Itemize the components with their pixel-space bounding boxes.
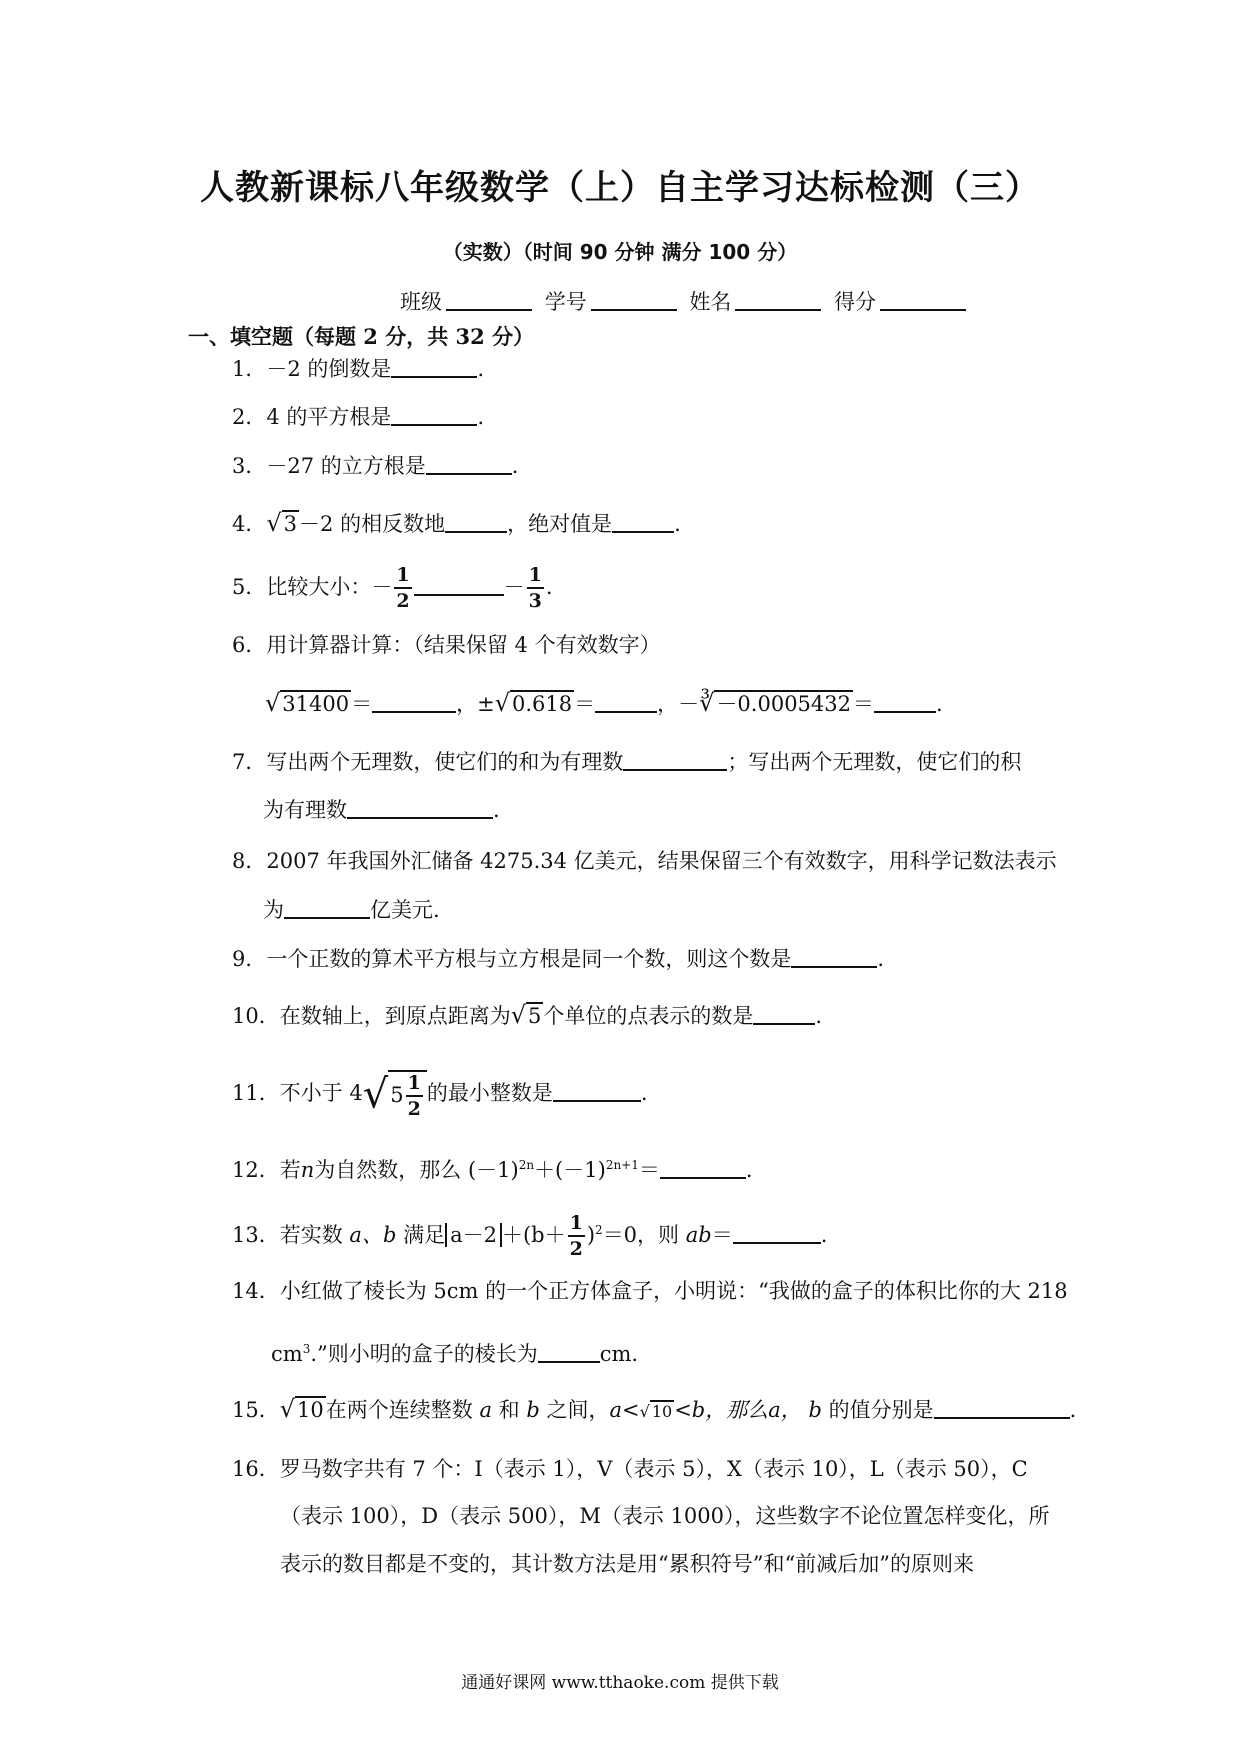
question-6: 6．用计算器计算：（结果保留 4 个有效数字） — [232, 633, 661, 657]
question-6-expressions: √31400＝ ，±√0.618＝ ，－∛－0.0005432＝ . — [265, 689, 943, 717]
class-label: 班级 — [400, 290, 442, 314]
answer-blank-7a[interactable] — [623, 751, 727, 771]
answer-blank-13[interactable] — [733, 1224, 821, 1244]
number-blank[interactable] — [591, 291, 677, 311]
score-blank[interactable] — [880, 291, 966, 311]
answer-blank-8[interactable] — [284, 899, 370, 919]
question-4: 4．√3－2 的相反数地 ，绝对值是 . — [232, 509, 681, 537]
sqrt-sign: √ — [362, 1071, 389, 1118]
page-footer: 通通好课网 www.tthaoke.com 提供下载 — [461, 1673, 779, 1693]
number-label: 学号 — [544, 290, 587, 314]
class-blank[interactable] — [446, 291, 532, 311]
sqrt-sign: √ — [279, 1395, 296, 1423]
question-7-cont: 为有理数 . — [263, 798, 500, 822]
answer-blank-11[interactable] — [553, 1082, 641, 1102]
answer-blank-4b[interactable] — [612, 513, 674, 533]
question-14-cont: $cm^3$.”则小明的盒子的棱长为 cm. — [271, 1342, 639, 1366]
answer-blank-6b[interactable] — [595, 693, 657, 713]
question-10: 10．在数轴上，到原点距离为√5个单位的点表示的数是 . — [232, 1001, 823, 1029]
section-heading: 一、填空题（每题 2 分，共 32 分） — [188, 324, 535, 349]
student-info-row — [400, 286, 972, 316]
cube-root-sign: ∛ — [699, 689, 715, 717]
answer-blank-7b[interactable] — [347, 799, 493, 819]
question-8: 8．2007 年我国外汇储备 4275.34 亿美元，结果保留三个有效数字，用科学记数法表示 — [232, 849, 1057, 873]
answer-blank-15[interactable] — [934, 1399, 1070, 1419]
question-11: 11．不小于 4√5 $\frac{1}{2}$ 的最小整数是 . — [232, 1071, 648, 1120]
question-7: 7．写出两个无理数，使它们的和为有理数 ；写出两个无理数，使它们的积 — [232, 750, 1022, 774]
question-15: 15．√10在两个连续整数 a 和 b 之间，a<√ 10<b，那么a， b 的值分别是 . — [232, 1395, 1077, 1423]
question-13: 13．若实数 a、b 满足 a－2 ＋(b＋ $\frac{1}{2}$ )$^2$＝0，则 ab＝ . — [232, 1212, 828, 1260]
question-1: 1．－2 的倒数是 . — [232, 357, 485, 381]
answer-blank-3[interactable] — [426, 455, 512, 475]
question-5: 5．比较大小：－ $\frac{1}{2}$ － $\frac{1}{3}$ . — [232, 564, 553, 612]
question-14: 14．小红做了棱长为 5cm 的一个正方体盒子，小明说：“我做的盒子的体积比你的大 218 — [232, 1279, 1068, 1303]
answer-blank-9[interactable] — [791, 948, 877, 968]
name-label: 姓名 — [689, 290, 732, 314]
page-subtitle: （实数）（时间 90 分钟 满分 100 分） — [442, 240, 798, 264]
answer-blank-10[interactable] — [753, 1005, 815, 1025]
answer-blank-6c[interactable] — [874, 693, 936, 713]
sqrt-sign: √ — [265, 689, 281, 717]
fraction-one-half: $\frac{1}{2}$ — [569, 1212, 583, 1260]
question-3: 3．－27 的立方根是 . — [232, 454, 519, 478]
answer-blank-6a[interactable] — [372, 693, 456, 713]
answer-blank-4a[interactable] — [445, 513, 507, 533]
answer-blank-12[interactable] — [660, 1159, 746, 1179]
question-9: 9．一个正数的算术平方根与立方根是同一个数，则这个数是 . — [232, 947, 885, 971]
name-blank[interactable] — [735, 291, 821, 311]
page-title: 人教新课标八年级数学（上）自主学习达标检测（三） — [200, 168, 1040, 208]
question-8-cont: 为 亿美元. — [263, 898, 440, 922]
fraction-one-half: $\frac{1}{2}$ — [396, 564, 410, 612]
question-16-line3: 表示的数目都是不变的，其计数方法是用“累积符号”和“前减后加”的原则来 — [280, 1552, 974, 1576]
answer-blank-5[interactable] — [414, 576, 504, 596]
sqrt-sign: √ — [266, 509, 282, 537]
answer-blank-2[interactable] — [391, 406, 477, 426]
answer-blank-14[interactable] — [538, 1343, 600, 1363]
sqrt-sign: √ — [510, 1001, 527, 1029]
fraction-one-third: $\frac{1}{3}$ — [528, 564, 542, 612]
question-2: 2．4 的平方根是 . — [232, 405, 485, 429]
score-label: 得分 — [834, 290, 877, 314]
question-16-line2: （表示 100），D（表示 500），M（表示 1000），这些数字不论位置怎样变化，所 — [280, 1504, 1050, 1528]
sqrt-sign: √ — [494, 689, 511, 717]
question-12: 12．若n为自然数，那么 $(-1)^{2n}+(-1)^{2n+1}=$ . — [232, 1158, 753, 1182]
question-16: 16．罗马数字共有 7 个：I（表示 1），V（表示 5），X（表示 10），L（表示 50），C — [232, 1457, 1028, 1481]
answer-blank-1[interactable] — [391, 358, 477, 378]
